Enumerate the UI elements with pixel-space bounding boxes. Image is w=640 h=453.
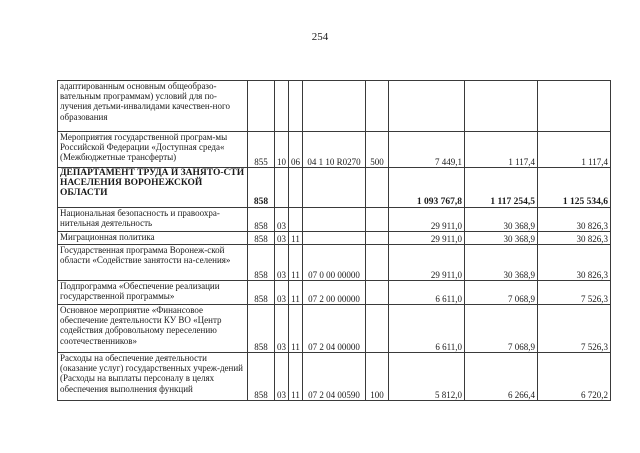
row-vr: 500 (366, 132, 389, 168)
row-year1: 29 911,0 (389, 232, 465, 245)
row-year3: 7 526,3 (538, 281, 611, 305)
row-pr: 06 (289, 132, 303, 168)
row-rz: 03 (275, 281, 289, 305)
row-year2 (465, 81, 538, 132)
row-year1: 7 449,1 (389, 132, 465, 168)
row-csr: 07 2 04 00590 (303, 353, 366, 401)
row-rz: 03 (275, 245, 289, 281)
row-vr (366, 208, 389, 232)
row-csr: 04 1 10 R0270 (303, 132, 366, 168)
row-year1: 29 911,0 (389, 208, 465, 232)
row-ved: 858 (248, 208, 275, 232)
row-year1: 5 812,0 (389, 353, 465, 401)
row-year3: 1 125 534,6 (538, 168, 611, 208)
row-name: адаптированным основным общеобразо-вательным программам) условий для по-лучения детьми-инвалидами качествен-ного образования (58, 81, 248, 132)
row-vr: 100 (366, 353, 389, 401)
row-year3: 30 826,3 (538, 245, 611, 281)
row-rz: 03 (275, 305, 289, 353)
row-year2: 30 368,9 (465, 245, 538, 281)
row-csr: 07 2 04 00000 (303, 305, 366, 353)
row-year1: 6 611,0 (389, 305, 465, 353)
row-csr (303, 81, 366, 132)
row-year3: 1 117,4 (538, 132, 611, 168)
row-year2: 6 266,4 (465, 353, 538, 401)
row-year3: 6 720,2 (538, 353, 611, 401)
row-rz: 10 (275, 132, 289, 168)
page-number: 254 (311, 31, 329, 43)
row-name: Основное мероприятие «Финансовое обеспечение деятельности КУ ВО «Центр содействия добровольному переселению соотечественников» (58, 305, 248, 353)
row-vr (366, 232, 389, 245)
table-body (58, 81, 611, 401)
table-row (58, 353, 611, 401)
row-year3: 7 526,3 (538, 305, 611, 353)
row-year2: 7 068,9 (465, 281, 538, 305)
row-year1: 29 911,0 (389, 245, 465, 281)
row-year2: 30 368,9 (465, 208, 538, 232)
row-ved: 858 (248, 305, 275, 353)
row-vr (366, 81, 389, 132)
row-year2: 7 068,9 (465, 305, 538, 353)
table-row (58, 305, 611, 353)
row-pr (289, 168, 303, 208)
row-name: Государственная программа Воронеж-ской области «Содействие занятости на-селения» (58, 245, 248, 281)
row-csr (303, 208, 366, 232)
table-row (58, 208, 611, 232)
row-name: Национальная безопасность и правоохра-нительная деятельность (58, 208, 248, 232)
row-csr (303, 232, 366, 245)
row-ved: 855 (248, 132, 275, 168)
table-row (58, 232, 611, 245)
row-name: Подпрограмма «Обеспечение реализации государственной программы» (58, 281, 248, 305)
row-pr (289, 81, 303, 132)
row-ved: 858 (248, 232, 275, 245)
row-name: Миграционная политика (58, 232, 248, 245)
row-vr (366, 305, 389, 353)
row-csr: 07 0 00 00000 (303, 245, 366, 281)
row-ved (248, 81, 275, 132)
row-ved: 858 (248, 245, 275, 281)
row-name: ДЕПАРТАМЕНТ ТРУДА И ЗАНЯТО-СТИ НАСЕЛЕНИЯ ВОРОНЕЖСКОЙ ОБЛАСТИ (58, 168, 248, 208)
row-name: Мероприятия государственной програм-мы Российской Федерации «Доступная среда« (Межбюджетные трансферты) (58, 132, 248, 168)
row-rz: 03 (275, 353, 289, 401)
table-row (58, 168, 611, 208)
row-csr: 07 2 00 00000 (303, 281, 366, 305)
row-year2: 1 117 254,5 (465, 168, 538, 208)
row-name: Расходы на обеспечение деятельности (оказание услуг) государственных учреж-дений (Расходы на выплаты персоналу в целях обеспечения выполнения функций (58, 353, 248, 401)
row-pr: 11 (289, 305, 303, 353)
row-pr: 11 (289, 353, 303, 401)
row-vr (366, 281, 389, 305)
row-rz (275, 168, 289, 208)
row-vr (366, 245, 389, 281)
table-row (58, 245, 611, 281)
row-ved: 858 (248, 281, 275, 305)
row-vr (366, 168, 389, 208)
row-pr: 11 (289, 232, 303, 245)
row-ved: 858 (248, 353, 275, 401)
row-pr: 11 (289, 245, 303, 281)
table-row (58, 281, 611, 305)
row-year3 (538, 81, 611, 132)
row-year1: 6 611,0 (389, 281, 465, 305)
table-row (58, 81, 611, 132)
row-rz (275, 81, 289, 132)
row-year3: 30 826,3 (538, 208, 611, 232)
budget-table (57, 80, 611, 401)
table-row (58, 132, 611, 168)
row-ved: 858 (248, 168, 275, 208)
row-year2: 1 117,4 (465, 132, 538, 168)
row-pr: 11 (289, 281, 303, 305)
row-year2: 30 368,9 (465, 232, 538, 245)
row-year3: 30 826,3 (538, 232, 611, 245)
row-rz: 03 (275, 232, 289, 245)
row-year1 (389, 81, 465, 132)
row-year1: 1 093 767,8 (389, 168, 465, 208)
row-pr (289, 208, 303, 232)
row-csr (303, 168, 366, 208)
row-rz: 03 (275, 208, 289, 232)
